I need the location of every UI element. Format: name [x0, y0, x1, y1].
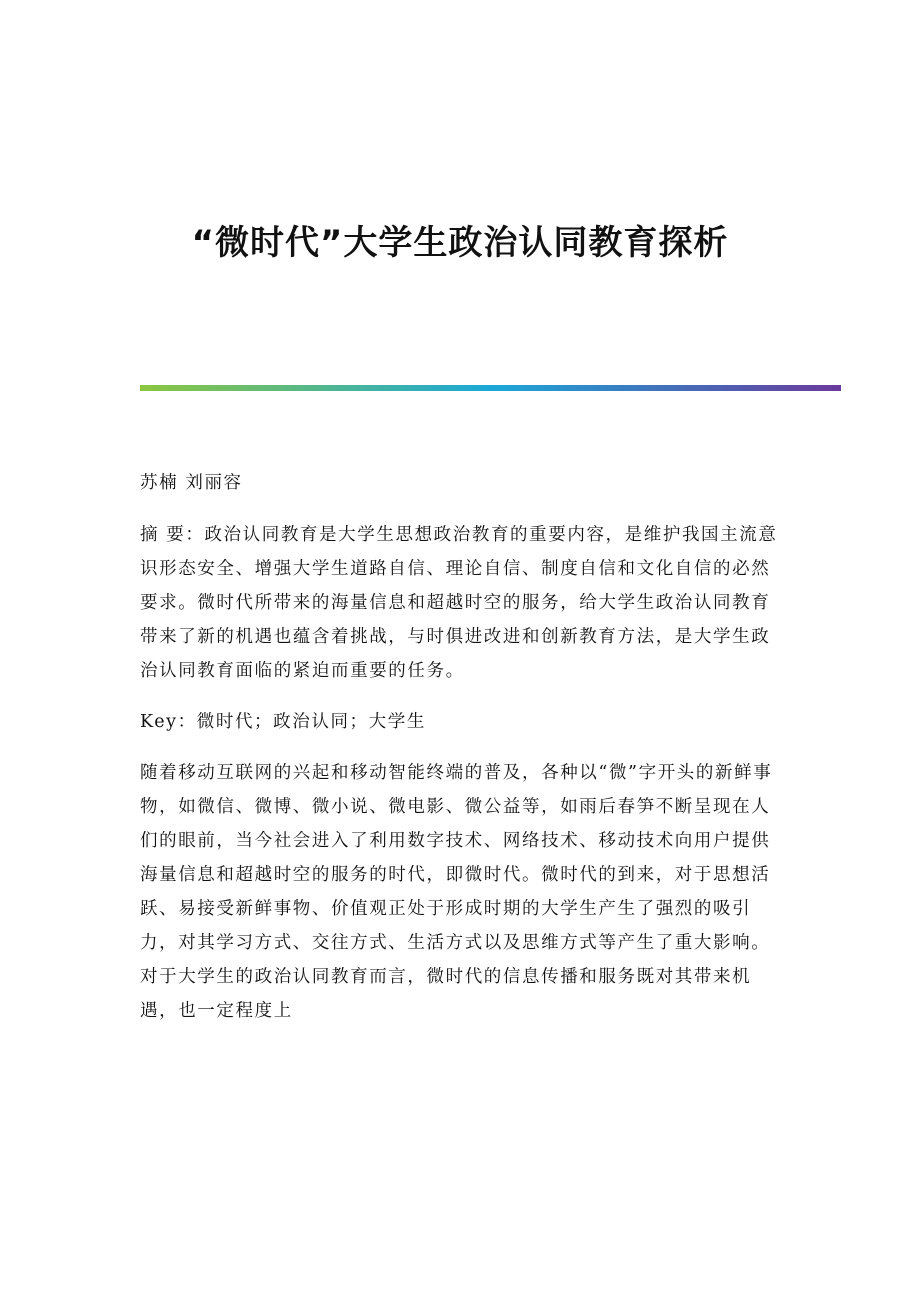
- keywords-line: Key：微时代；政治认同；大学生: [140, 712, 426, 732]
- page-title: “微时代”大学生政治认同教育探析: [191, 223, 729, 263]
- document-body: [140, 466, 785, 1028]
- author-line: 苏楠 刘丽容: [140, 473, 243, 493]
- body-paragraph: 随着移动互联网的兴起和移动智能终端的普及，各种以“微”字开头的新鲜事物，如微信、微博、微小说、微电影、微公益等，如雨后春笋不断呈现在人们的眼前，当今社会进入了利用数字技术、网络技术、移动技术向用户提供海量信息和超越时空的服务的时代，即微时代。微时代的到来，对于思想活跃、易接受新鲜事物、价值观正处于形成时期的大学生产生了强烈的吸引力，对其学习方式、交往方式、生活方式以及思维方式等产生了重大影响。对于大学生的政治认同教育而言，微时代的信息传播和服务既对其带来机遇，也一定程度上: [140, 763, 773, 1021]
- title-divider-gradient: [140, 385, 841, 391]
- abstract-paragraph: 摘 要：政治认同教育是大学生思想政治教育的重要内容，是维护我国主流意识形态安全、增强大学生道路自信、理论自信、制度自信和文化自信的必然要求。微时代所带来的海量信息和超越时空的服务，给大学生政治认同教育带来了新的机遇也蕴含着挑战，与时俱进改进和创新教育方法，是大学生政治认同教育面临的紧迫而重要的任务。: [140, 525, 778, 681]
